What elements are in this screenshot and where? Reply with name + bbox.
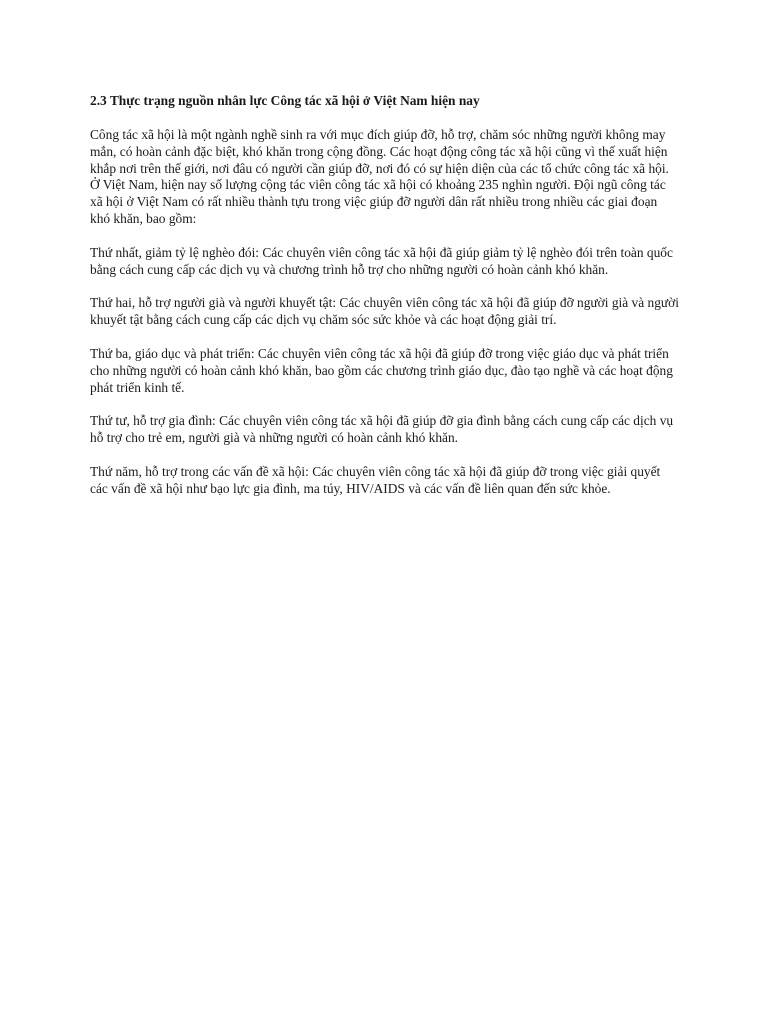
- paragraph-fourth: Thứ tư, hỗ trợ gia đình: Các chuyên viên công tác xã hội đã giúp đỡ gia đình bằng cách cung cấp các dịch vụ hỗ trợ cho trẻ em, người già và những người có hoàn cảnh khó khăn.: [90, 413, 674, 446]
- document-page: [90, 92, 680, 515]
- paragraph-first: Thứ nhất, giảm tỷ lệ nghèo đói: Các chuyên viên công tác xã hội đã giúp giảm tỷ lệ nghèo đói trên toàn quốc bằng cách cung cấp các dịch vụ và chương trình hỗ trợ cho những người có hoàn cảnh khó khăn.: [90, 244, 673, 277]
- paragraph-fifth: Thứ năm, hỗ trợ trong các vấn đề xã hội: Các chuyên viên công tác xã hội đã giúp đỡ trong việc giải quyết các vấn đề xã hội như bạo lực gia đình, ma túy, HIV/AIDS và các vấn đề liên quan đến sức khỏe.: [90, 463, 661, 496]
- section-heading: 2.3 Thực trạng nguồn nhân lực Công tác xã hội ở Việt Nam hiện nay: [90, 93, 480, 108]
- paragraph-second: Thứ hai, hỗ trợ người già và người khuyết tật: Các chuyên viên công tác xã hội đã giúp đỡ người già và người khuyết tật bằng cách cung cấp các dịch vụ chăm sóc sức khỏe và các hoạt động giải trí.: [90, 295, 679, 328]
- intro-paragraph: Công tác xã hội là một ngành nghề sinh ra với mục đích giúp đỡ, hỗ trợ, chăm sóc những người không may mắn, có hoàn cảnh đặc biệt, khó khăn trong cộng đồng. Các hoạt động công tác xã hội cũng vì thế xuất hiện khắp nơi trên thế giới, nơi đâu có người cần giúp đỡ, nơi đó có sự hiện diện của các tổ chức công tác xã hội. Ở Việt Nam, hiện nay số lượng cộng tác viên công tác xã hội có khoảng 235 nghìn người. Đội ngũ công tác xã hội ở Việt Nam có rất nhiều thành tựu trong việc giúp đỡ người dân rất nhiều trong nhiều các giai đoạn khó khăn, bao gồm:: [90, 127, 669, 226]
- paragraph-third: Thứ ba, giáo dục và phát triển: Các chuyên viên công tác xã hội đã giúp đỡ trong việc giáo dục và phát triển cho những người có hoàn cảnh khó khăn, bao gồm các chương trình giáo dục, đào tạo nghề và các hoạt động phát triển kinh tế.: [90, 345, 673, 395]
